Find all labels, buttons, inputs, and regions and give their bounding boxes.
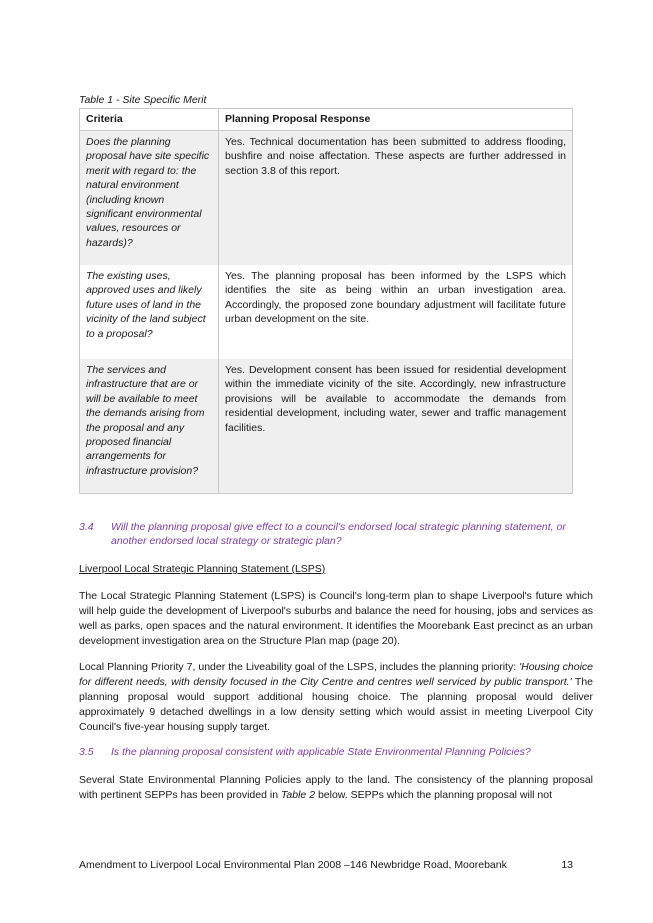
priority-quote: 'Housing choice for different needs, with density focused in the City Centre and centres well serviced by public transport.' [79, 661, 593, 688]
page-footer [79, 859, 573, 871]
section-number: 3.4 [79, 521, 94, 533]
section-question: Will the planning proposal give effect to a council's endorsed local strategic planning statement, or another endorsed local strategy or strategic plan? [111, 521, 566, 548]
criteria-cell: The services and infrastructure that are or will be available to meet the demands arising from the proposal and any proposed financial arrangements for infrastructure provision? [80, 359, 219, 494]
table-row [80, 131, 573, 266]
page-number: 13 [561, 859, 573, 871]
table-row [80, 265, 573, 359]
criteria-cell: Does the planning proposal have site specific merit with regard to: the natural environment (including known significant environmental values, resources or hazards)? [80, 131, 219, 266]
table-caption: Table 1 - Site Specific Merit [79, 94, 207, 106]
lsps-paragraph-1: The Local Strategic Planning Statement (LSPS) is Council's long-term plan to shape Liverpool's future which will help guide the development of Liverpool's suburbs and balance the need for housing, jobs and services as well as parks, open spaces and the natural environment. It identifies the Moorebank East precinct as an urban development investigation area on the Structure Plan map (page 20). [79, 590, 593, 647]
section-number: 3.5 [79, 746, 94, 758]
section-3-4-heading [79, 520, 591, 549]
table-2-reference: Table 2 [280, 789, 316, 801]
criteria-cell: The existing uses, approved uses and likely future uses of land in the vicinity of the land subject to a proposal? [80, 265, 219, 359]
section-question: Is the planning proposal consistent with applicable State Environmental Planning Policies? [111, 746, 531, 758]
response-cell: Yes. Technical documentation has been submitted to address flooding, bushfire and noise affectation. These aspects are further addressed in section 3.8 of this report. [219, 131, 573, 266]
table-row [80, 359, 573, 494]
response-cell: Yes. The planning proposal has been informed by the LSPS which identifies the site as being within an urban investigation area. Accordingly, the proposed zone boundary adjustment will facilitate future urban development on the site. [219, 265, 573, 359]
sepp-paragraph: Several State Environmental Planning Policies apply to the land. The consistency of the planning proposal with pertinent SEPPs has been provided in Table 2 below. SEPPs which the planning proposal will not [79, 774, 593, 801]
header-criteria: Criteria [80, 109, 219, 131]
table-header-row [80, 109, 573, 131]
header-response: Planning Proposal Response [219, 109, 573, 131]
footer-title: Amendment to Liverpool Local Environmental Plan 2008 –146 Newbridge Road, Moorebank [79, 859, 507, 871]
site-merit-table [79, 108, 573, 494]
lsps-paragraph-2: Local Planning Priority 7, under the Liveability goal of the LSPS, includes the planning priority: 'Housing choice for different needs, with density focused in the City Centre and centres well serviced by public transport.' The planning proposal would support additional housing choice. The planning proposal would deliver approximately 9 detached dwellings in a low density setting which would assist in meeting Liverpool City Council's five-year housing supply target. [79, 661, 593, 733]
lsps-heading: Liverpool Local Strategic Planning Statement (LSPS) [79, 563, 326, 575]
response-cell: Yes. Development consent has been issued for residential development within the immediate vicinity of the site. Accordingly, new infrastructure provisions will be available to accommodate the demands from residential development, including water, sewer and traffic management facilities. [219, 359, 573, 494]
section-3-5-heading [79, 745, 591, 759]
